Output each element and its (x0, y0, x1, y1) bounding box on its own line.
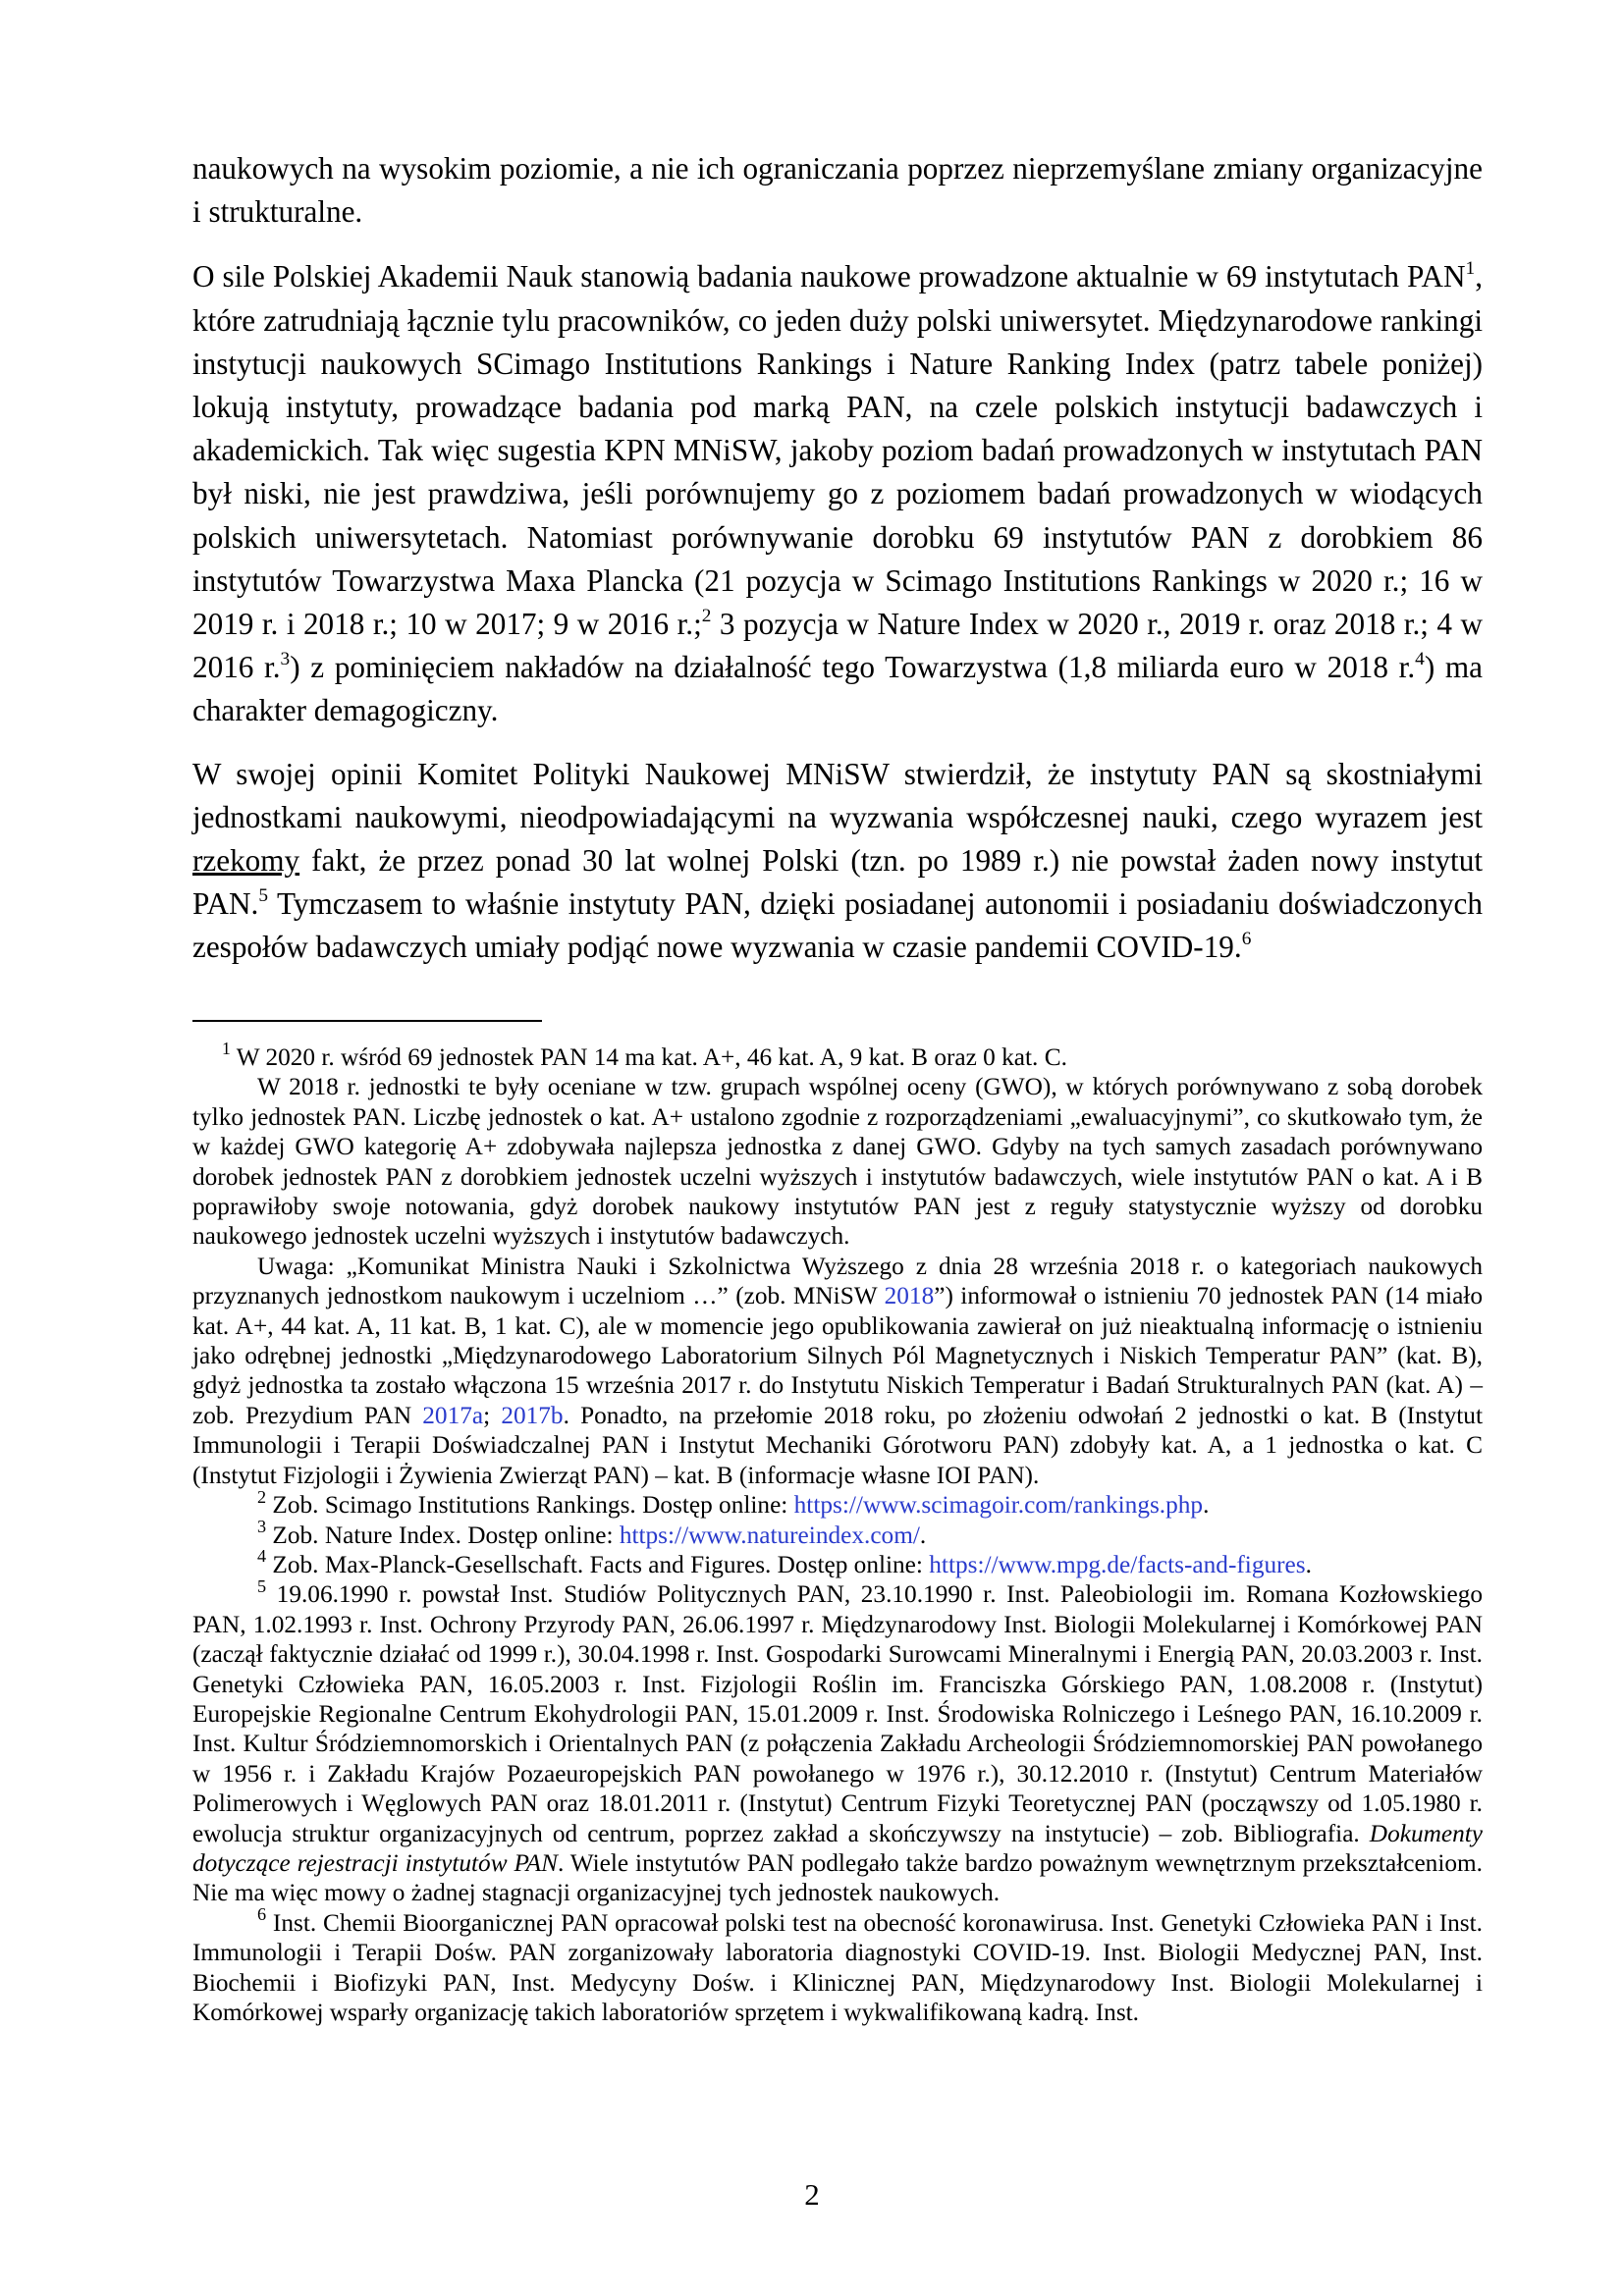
footnote-1-text-c2: ”) informował o istnieniu 70 jednostek PAN (14 miało kat. A+, 44 kat. A, 11 kat. B, 1 kat. C), ale w momencie jego opublikowania zawierał on już nieaktualną informację o istnieniu jako odrębnej jednostki „Międzynarodowego Laboratorium Silnych Pól Magnetycznych i Niskich Temperatur PAN” (kat. B), gdyż jednostka ta zostało włączona 15 września 2017 r. do Instytutu Niskich Temperatur i Badań Strukturalnych PAN (kat. A) – zob. Prezydium PAN (192, 1282, 1483, 1429)
footnote-4-number: 4 (257, 1546, 267, 1567)
link-prezydium-2017b[interactable]: 2017b (501, 1401, 564, 1429)
link-scimago[interactable]: https://www.scimagoir.com/rankings.php (793, 1491, 1204, 1520)
paragraph-3-text-c: Tymczasem to właśnie instytuty PAN, dzięki posiadanej autonomii i posiadaniu doświadczonych zespołów badawczych umiały podjąć nowe wyzwania w czasie pandemii COVID-19. (192, 886, 1483, 965)
footnote-6-text: Inst. Chemii Bioorganicznej PAN opracował polski test na obecność koronawirusa. Inst. Genetyki Człowieka PAN i Inst. Immunologii i Terapii Dośw. PAN zorganizowały laboratoria diagnostyki COVID-19. Inst. Biologii Medycznej PAN, Inst. Biochemii i Biofizyki PAN, Inst. Medycyny Dośw. i Klinicznej PAN, Międzynarodowy Inst. Biologii Molekularnej i Komórkowej wsparły organizację takich laboratoriów sprzętem i wykwalifikowaną kadrą. Inst. (192, 1908, 1483, 2026)
footnote-1-text-c4: . Ponadto, na przełomie 2018 roku, po złożeniu odwołań 2 jednostki o kat. B (Instytut Immunologii i Terapii Doświadczalnej PAN i Instytut Mechaniki Górotworu PAN) zdobyły kat. A, a 1 jednostka o kat. C (Instytut Fizjologii i Żywienia Zwierząt PAN) – kat. B (informacje własne IOI PAN). (192, 1401, 1483, 1489)
footnote-ref-3[interactable]: 3 (280, 648, 291, 669)
paragraph-3-text-a: W swojej opinii Komitet Polityki Naukowej MNiSW stwierdził, że instytuty PAN są skostniałymi jednostkami naukowymi, nieodpowiadającymi na wyzwania współczesnej nauki, czego wyrazem jest (192, 756, 1483, 834)
footnote-5-text-b: . Wiele instytutów PAN podlegało także bardzo poważnym wewnętrznym przekształceniom. Nie ma więc mowy o żadnej stagnacji organizacyjnej tych jednostek naukowych. (192, 1848, 1484, 1907)
footnote-ref-5[interactable]: 5 (258, 884, 268, 906)
footnote-3 (192, 1517, 1483, 1550)
footnote-ref-6[interactable]: 6 (1241, 929, 1252, 950)
page-number: 2 (804, 2177, 820, 2212)
footnote-5-text-a: 19.06.1990 r. powstał Inst. Studiów Politycznych PAN, 23.10.1990 r. Inst. Paleobiologii im. Romana Kozłowskiego PAN, 1.02.1993 r. Inst. Ochrony Przyrody PAN, 26.06.1997 r. Międzynarodowy Inst. Biologii Molekularnej i Komórkowej PAN (zaczął faktycznie działać od 1999 r.), 30.04.1998 r. Inst. Gospodarki Surowcami Mineralnymi i Energią PAN, 20.03.2003 r. Inst. Genetyki Człowieka PAN, 16.05.2003 r. Inst. Fizjologii Roślin im. Franciszka Górskiego PAN, 1.08.2008 r. (Instytut) Europejskie Regionalne Centrum Ekohydrologii PAN, 15.01.2009 r. Inst. Środowiska Rolniczego i Leśnego PAN, 16.10.2009 r. Inst. Kultur Śródziemnomorskich i Orientalnych PAN (z połączenia Zakładu Archeologii Śródziemnomorskiej PAN powołanego w 1956 r. i Zakładu Krajów Pozaeuropejskich PAN powołanego w 1976 r.), 30.12.2010 r. (Instytut) Centrum Materiałów Polimerowych i Węglowych PAN oraz 18.01.2011 r. (Instytut) Centrum Fizyki Teoretycznej PAN (począwszy od 1.05.1980 r. ewolucja struktur organizacyjnych od centrum, poprzez zakład a skończywszy na instytucie) – zob. Bibliografia. (192, 1580, 1483, 1847)
link-mpg[interactable]: https://www.mpg.de/facts-and-figures (929, 1550, 1306, 1578)
paragraph-1-text: naukowych na wysokim poziomie, a nie ich ograniczania poprzez nieprzemyślane zmiany organizacyjne i strukturalne. (192, 151, 1483, 230)
paragraph-2-text-e: ) ma charakter demagogiczny. (192, 650, 1484, 728)
footnote-1 (222, 1038, 1483, 1072)
footnote-2 (192, 1486, 1483, 1520)
footnote-5-number: 5 (257, 1575, 267, 1596)
footnote-4 (192, 1546, 1483, 1579)
paragraph-2-text-b: , które zatrudniają łącznie tylu pracowników, co jeden duży polski uniwersytet. Międzynarodowe rankingi instytucji naukowych SCimago Institutions Rankings i Nature Ranking Index (patrz tabele poniżej) lokują instytuty, prowadzące badania pod marką PAN, na czele polskich instytucji badawczych i akademickich. Tak więc sugestia KPN MNiSW, jakoby poziom badań prowadzonych w instytutach PAN był niski, nie jest prawdziwa, jeśli porównujemy go z poziomem badań prowadzonych w wiodących polskich uniwersytetach. Natomiast porównywanie dorobku 69 instytutów PAN z dorobkiem 86 instytutów Towarzystwa Maxa Plancka (21 pozycja w Scimago Institutions Rankings w 2020 r.; 16 w 2019 r. i 2018 r.; 10 w 2017; 9 w 2016 r.; (192, 259, 1483, 642)
paragraph-2-text-d: ) z pominięciem nakładów na działalność tego Towarzystwa (1,8 miliarda euro w 2018 r. (290, 650, 1416, 685)
footnote-1-para-b (192, 1072, 1483, 1251)
link-mnisw-2018[interactable]: 2018 (884, 1282, 935, 1310)
footnote-2-text: Zob. Scimago Institutions Rankings. Dostęp online: (266, 1491, 794, 1520)
footnote-3-number: 3 (257, 1517, 267, 1537)
footnote-6-number: 6 (257, 1904, 267, 1925)
footnote-1-para-c (192, 1252, 1483, 1490)
paragraph-2-text-c: 3 pozycja w Nature Index w 2020 r., 2019 r. oraz 2018 r.; 4 w 2016 r. (192, 607, 1483, 685)
footnote-1-text-c1: Uwaga: „Komunikat Ministra Nauki i Szkolnictwa Wyższego z dnia 28 września 2018 r. o kategoriach naukowych przyznanych jednostkom naukowym i uczelniom …” (zob. MNiSW (192, 1252, 1483, 1310)
footnote-3-end: . (919, 1521, 927, 1549)
footnote-3-text: Zob. Nature Index. Dostęp online: (266, 1521, 620, 1549)
footnote-5 (192, 1575, 1484, 1907)
paragraph-2 (192, 255, 1483, 732)
footnote-ref-4[interactable]: 4 (1415, 648, 1425, 669)
link-nature-index[interactable]: https://www.natureindex.com/ (619, 1521, 920, 1549)
main-text (192, 147, 1483, 989)
link-prezydium-2017a[interactable]: 2017a (422, 1401, 484, 1429)
footnote-ref-2[interactable]: 2 (701, 605, 712, 626)
footnote-5-italic-title: Dokumenty dotyczące rejestracji instytutów PAN (192, 1819, 1483, 1877)
footnote-4-text: Zob. Max-Planck-Gesellschaft. Facts and Figures. Dostęp online: (266, 1550, 930, 1578)
footnote-4-end: . (1305, 1550, 1312, 1578)
footnote-1-text-b: W 2018 r. jednostki te były oceniane w tzw. grupach wspólnej oceny (GWO), w których porównywano z sobą dorobek tylko jednostek PAN. Liczbę jednostek o kat. A+ ustalono zgodnie z rozporządzeniami „ewaluacyjnymi”, co skutkowało tym, że w każdej GWO kategorię A+ zdobywała najlepsza jednostka z danej GWO. Gdyby na tych samych zasadach porównywano dorobek jednostek PAN z dorobkiem jednostek uczelni wyższych i instytutów badawczych, wiele instytutów PAN o kat. A i B poprawiłoby swoje notowania, gdyż dorobek naukowy instytutów PAN jest z reguły statystycznie wyższy od dorobku naukowego jednostek uczelni wyższych i instytutów badawczych. (192, 1073, 1483, 1251)
footnote-2-number: 2 (257, 1486, 267, 1507)
footnote-separator (192, 1020, 542, 1022)
footnote-2-end: . (1203, 1491, 1210, 1520)
footnote-1-number: 1 (222, 1038, 231, 1058)
paragraph-1 (192, 147, 1483, 234)
footnote-ref-1[interactable]: 1 (1465, 258, 1476, 280)
paragraph-3 (192, 753, 1483, 970)
footnote-6 (192, 1904, 1483, 2028)
footnote-1-text-a: W 2020 r. wśród 69 jednostek PAN 14 ma kat. A+, 46 kat. A, 9 kat. B oraz 0 kat. C. (230, 1043, 1067, 1071)
underlined-word: rzekomy (192, 843, 300, 879)
footnote-1-text-c3: ; (483, 1401, 502, 1429)
paragraph-3-text-b: fakt, że przez ponad 30 lat wolnej Polski (tzn. po 1989 r.) nie powstał żaden nowy instytut PAN. (192, 843, 1483, 922)
paragraph-2-text-a: O sile Polskiej Akademii Nauk stanowią badania naukowe prowadzone aktualnie w 69 instytutach PAN (192, 259, 1466, 294)
footnotes (192, 1038, 1484, 2027)
